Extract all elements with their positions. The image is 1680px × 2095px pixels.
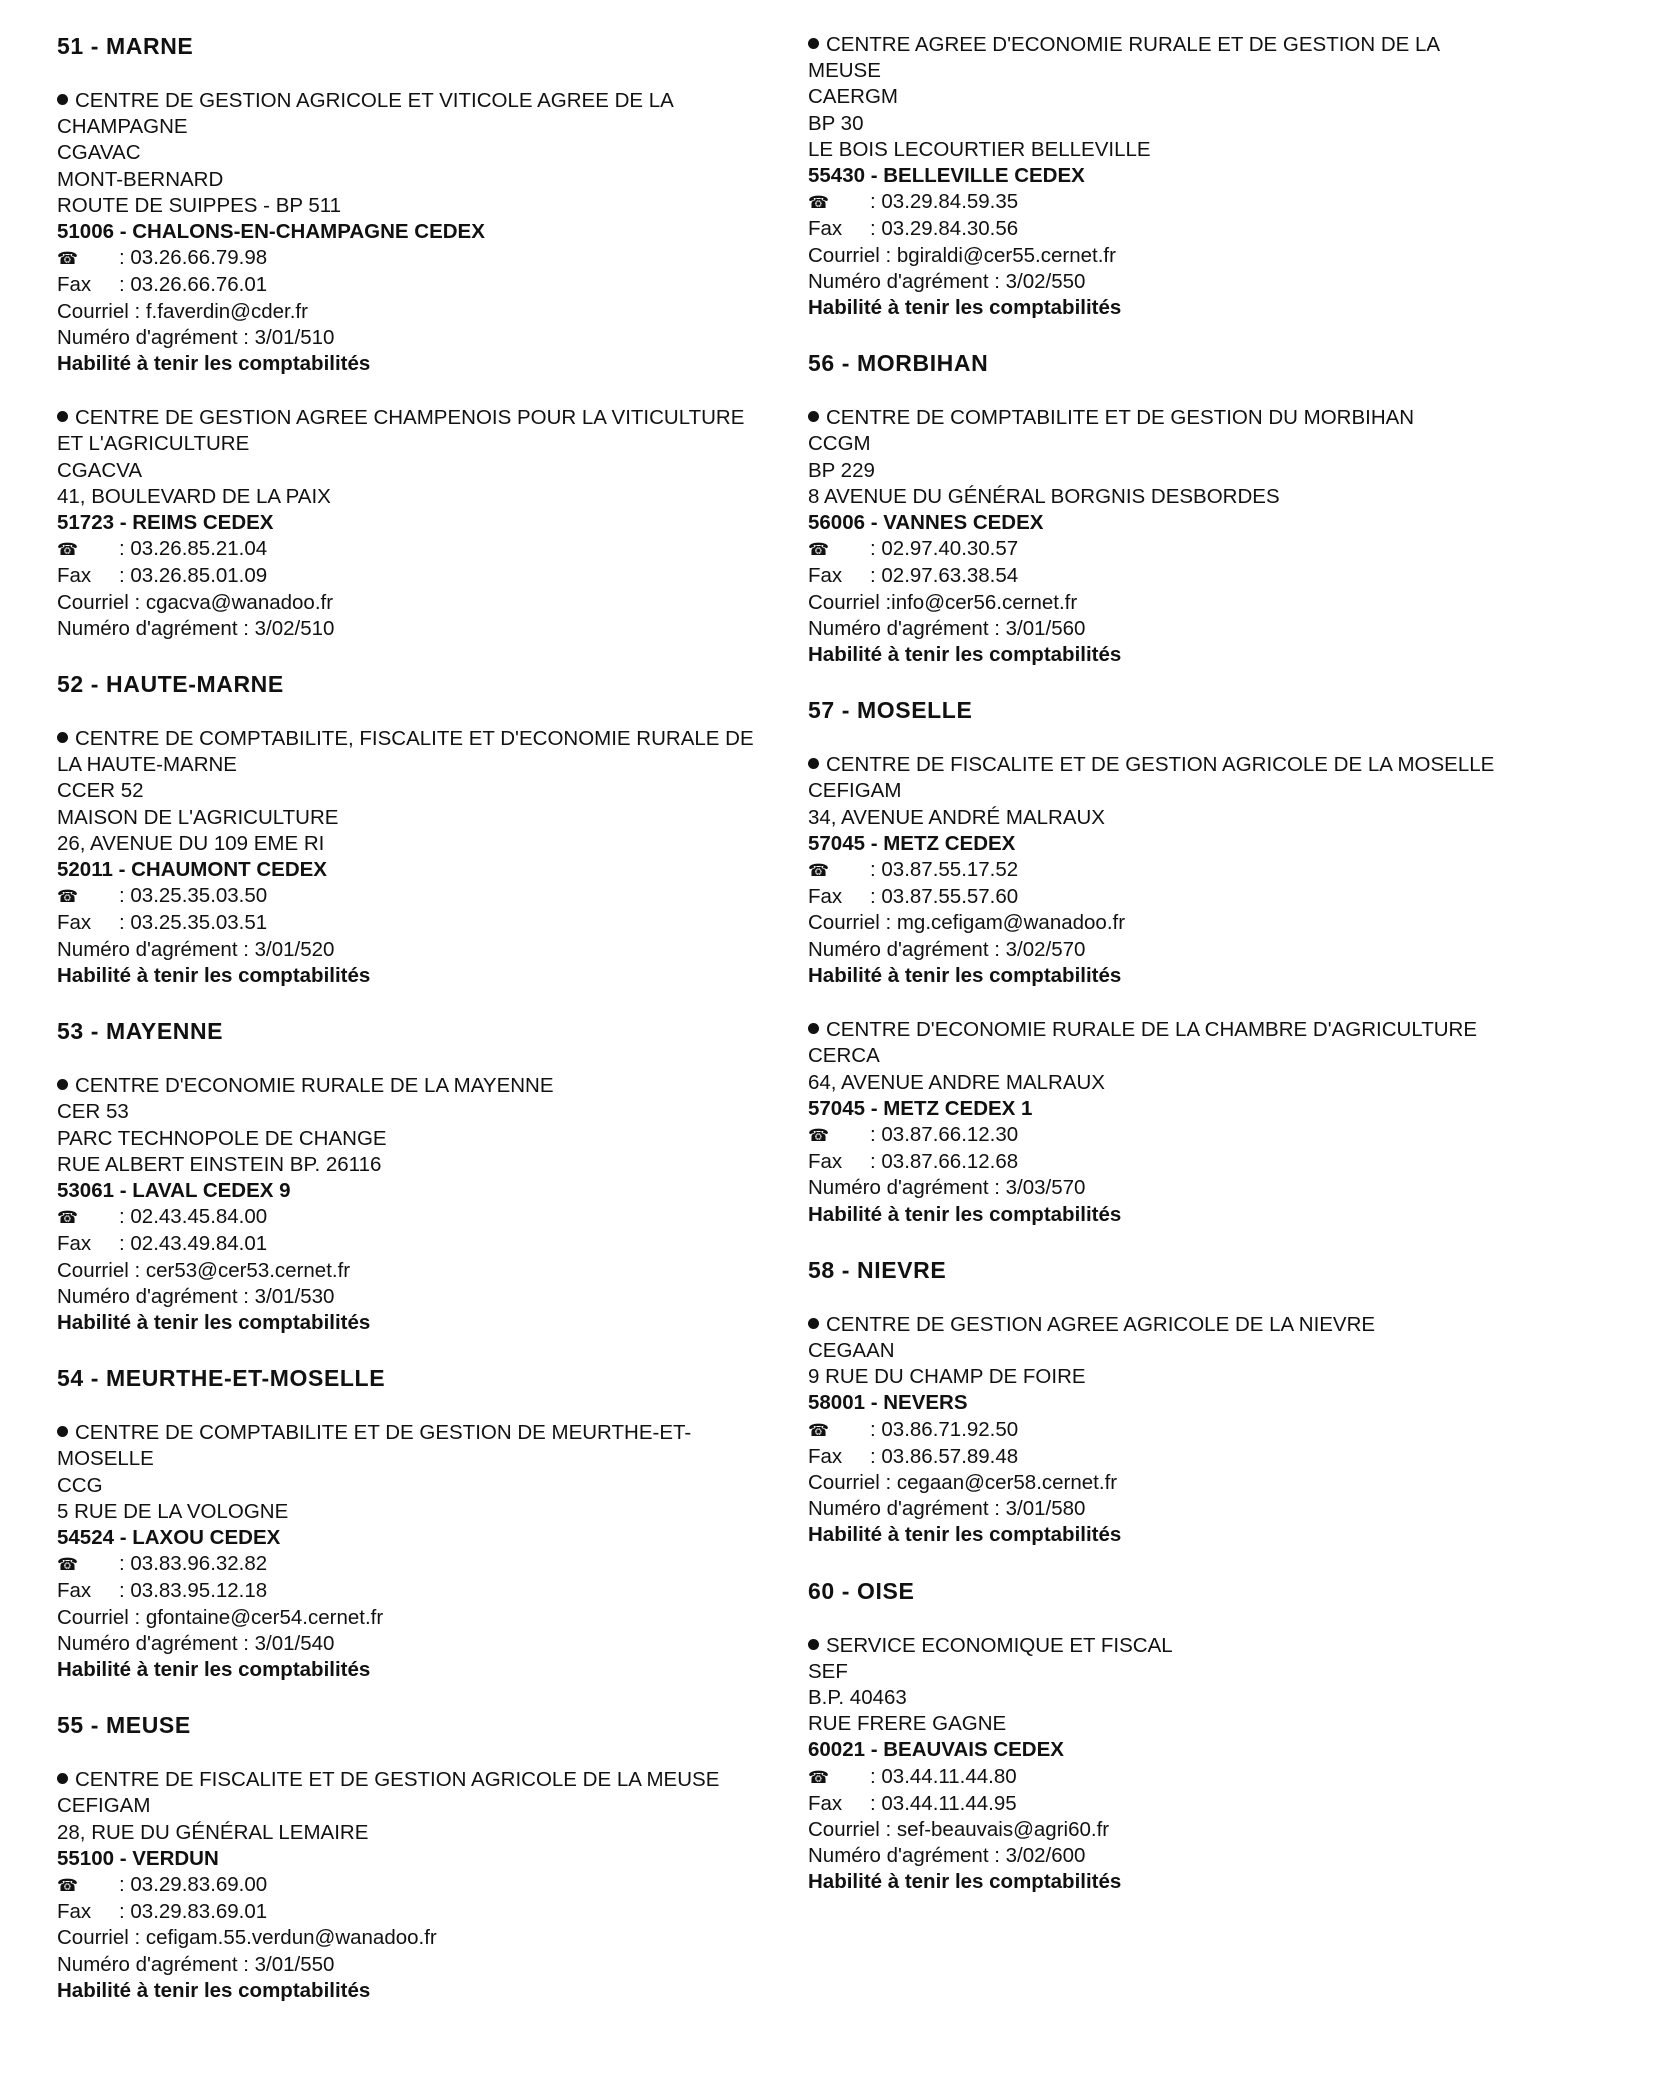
fax-number: : 03.83.95.12.18 [119, 1579, 268, 1603]
department-title: 54 - MEURTHE-ET-MOSELLE [57, 1365, 386, 1392]
department-section [57, 1711, 777, 2004]
centre-entry [57, 405, 777, 642]
phone-number: : 03.87.55.17.52 [870, 858, 1019, 882]
agrement-number: Numéro d'agrément : 3/02/510 [57, 616, 335, 640]
department-title: 60 - OISE [808, 1577, 915, 1604]
department-title: 55 - MEUSE [57, 1712, 191, 1739]
fax-number: : 03.87.66.12.68 [870, 1150, 1019, 1174]
centre-entry [808, 1312, 1528, 1549]
department-title: 58 - NIEVRE [808, 1256, 947, 1283]
phone-line [808, 536, 1528, 563]
bullet-icon [57, 411, 68, 422]
address-line: 9 RUE DU CHAMP DE FOIRE [808, 1365, 1086, 1389]
phone-number: : 03.25.35.03.50 [119, 884, 268, 908]
email-line: Courriel : bgiraldi@cer55.cernet.fr [808, 243, 1116, 267]
address-line: CCER 52 [57, 779, 144, 803]
fax-line [808, 884, 1528, 910]
phone-number: : 03.29.83.69.00 [119, 1872, 268, 1896]
postal-city: 55430 - BELLEVILLE CEDEX [808, 164, 1085, 188]
address-line: 26, AVENUE DU 109 EME RI [57, 831, 325, 855]
fax-number: : 03.44.11.44.95 [870, 1791, 1017, 1815]
centre-entry [808, 1633, 1528, 1896]
fax-number: : 02.43.49.84.01 [119, 1232, 268, 1256]
department-section [57, 1364, 777, 1683]
address-line: CER 53 [57, 1100, 129, 1124]
fax-line [57, 910, 777, 936]
centre-name [57, 88, 757, 140]
centre-name [57, 1073, 757, 1099]
fax-line [808, 1149, 1528, 1175]
agrement-number: Numéro d'agrément : 3/01/540 [57, 1631, 335, 1655]
email-line: Courriel : cgacva@wanadoo.fr [57, 590, 334, 614]
habilitation-note: Habilité à tenir les comptabilités [57, 352, 371, 376]
bullet-icon [57, 1079, 68, 1090]
address-line: CAERGM [808, 85, 898, 109]
postal-city: 51006 - CHALONS-EN-CHAMPAGNE CEDEX [57, 220, 485, 244]
fax-line [808, 1791, 1528, 1817]
centre-entry [57, 1767, 777, 2004]
department-title: 53 - MAYENNE [57, 1018, 224, 1045]
agrement-number: Numéro d'agrément : 3/02/600 [808, 1844, 1086, 1868]
centre-entry [57, 1420, 777, 1683]
department-section [808, 1577, 1528, 1896]
email-line: Courriel : f.faverdin@cder.fr [57, 299, 308, 323]
fax-line [57, 1578, 777, 1604]
address-line: RUE FRERE GAGNE [808, 1712, 1007, 1736]
postal-city: 56006 - VANNES CEDEX [808, 511, 1044, 535]
habilitation-note: Habilité à tenir les comptabilités [808, 296, 1122, 320]
fax-number: : 03.25.35.03.51 [119, 911, 268, 935]
phone-number: : 03.44.11.44.80 [870, 1764, 1017, 1788]
address-line: CGAVAC [57, 141, 141, 165]
phone-number: : 02.97.40.30.57 [870, 537, 1019, 561]
agrement-number: Numéro d'agrément : 3/03/570 [808, 1176, 1086, 1200]
bullet-icon [808, 1639, 819, 1650]
phone-line [808, 857, 1528, 884]
telephone-icon: ☎ [808, 1767, 830, 1787]
department-section [57, 32, 777, 642]
centre-name-text: CENTRE D'ECONOMIE RURALE DE LA CHAMBRE D'AGRICULTURE [826, 1018, 1478, 1042]
habilitation-note: Habilité à tenir les comptabilités [808, 1870, 1122, 1894]
centre-entry [57, 88, 777, 377]
department-title: 51 - MARNE [57, 33, 194, 59]
fax-number: : 03.87.55.57.60 [870, 885, 1019, 909]
centre-name [808, 1017, 1508, 1043]
fax-line [808, 563, 1528, 589]
agrement-number: Numéro d'agrément : 3/01/580 [808, 1497, 1086, 1521]
fax-line [57, 272, 777, 298]
centre-name-text: CENTRE DE FISCALITE ET DE GESTION AGRICOLE DE LA MEUSE [75, 1768, 720, 1792]
department-section [808, 696, 1528, 1227]
phone-line [57, 1551, 777, 1578]
telephone-icon: ☎ [57, 1875, 79, 1895]
centre-entry [57, 726, 777, 989]
phone-number: : 03.87.66.12.30 [870, 1122, 1019, 1146]
fax-label: Fax [808, 1150, 843, 1174]
centre-name [808, 1312, 1508, 1338]
centre-entry [808, 32, 1528, 321]
agrement-number: Numéro d'agrément : 3/01/530 [57, 1284, 335, 1308]
centre-name-text: CENTRE DE GESTION AGREE AGRICOLE DE LA NIEVRE [826, 1312, 1376, 1336]
bullet-icon [808, 1318, 819, 1329]
habilitation-note: Habilité à tenir les comptabilités [57, 1978, 371, 2002]
postal-city: 58001 - NEVERS [808, 1391, 968, 1415]
habilitation-note: Habilité à tenir les comptabilités [57, 1310, 371, 1334]
bullet-icon [57, 1426, 68, 1437]
left-column [57, 32, 777, 2032]
agrement-number: Numéro d'agrément : 3/01/560 [808, 616, 1086, 640]
bullet-icon [808, 411, 819, 422]
email-line: Courriel : cefigam.55.verdun@wanadoo.fr [57, 1926, 437, 1950]
address-line: CCGM [808, 432, 871, 456]
fax-line [808, 1444, 1528, 1470]
agrement-number: Numéro d'agrément : 3/02/570 [808, 937, 1086, 961]
address-line: CEGAAN [808, 1338, 895, 1362]
bullet-icon [57, 732, 68, 743]
centre-entry [808, 752, 1528, 989]
habilitation-note: Habilité à tenir les comptabilités [57, 1657, 371, 1681]
fax-number: : 03.86.57.89.48 [870, 1444, 1019, 1468]
centre-entry [808, 405, 1528, 668]
postal-city: 57045 - METZ CEDEX [808, 831, 1016, 855]
department-title: 56 - MORBIHAN [808, 350, 989, 377]
department-section [808, 1256, 1528, 1549]
fax-label: Fax [57, 1232, 92, 1256]
department-section [808, 32, 1528, 321]
centre-name [57, 405, 757, 457]
fax-label: Fax [808, 1444, 843, 1468]
fax-label: Fax [57, 1579, 92, 1603]
postal-city: 54524 - LAXOU CEDEX [57, 1525, 281, 1549]
centre-name-text: CENTRE AGREE D'ECONOMIE RURALE ET DE GESTION DE LA MEUSE [808, 33, 1439, 83]
centre-name-text: SERVICE ECONOMIQUE ET FISCAL [826, 1633, 1173, 1657]
centre-name [57, 726, 757, 778]
telephone-icon: ☎ [57, 540, 79, 560]
email-line: Courriel :info@cer56.cernet.fr [808, 590, 1078, 614]
fax-number: : 03.26.85.01.09 [119, 564, 268, 588]
right-column [808, 32, 1528, 1924]
centre-name-text: CENTRE DE GESTION AGRICOLE ET VITICOLE AGREE DE LA CHAMPAGNE [57, 89, 673, 139]
bullet-icon [808, 38, 819, 49]
address-line: 8 AVENUE DU GÉNÉRAL BORGNIS DESBORDES [808, 484, 1280, 508]
phone-number: : 03.83.96.32.82 [119, 1552, 268, 1576]
address-line: CCG [57, 1473, 103, 1497]
address-line: BP 30 [808, 111, 864, 135]
address-line: BP 229 [808, 458, 875, 482]
fax-number: : 02.97.63.38.54 [870, 564, 1019, 588]
fax-number: : 03.26.66.76.01 [119, 273, 268, 297]
address-line: 41, BOULEVARD DE LA PAIX [57, 484, 331, 508]
address-line: MAISON DE L'AGRICULTURE [57, 805, 339, 829]
telephone-icon: ☎ [808, 193, 830, 213]
agrement-number: Numéro d'agrément : 3/01/550 [57, 1952, 335, 1976]
fax-line [57, 563, 777, 589]
address-line: 34, AVENUE ANDRÉ MALRAUX [808, 805, 1105, 829]
address-line: 28, RUE DU GÉNÉRAL LEMAIRE [57, 1820, 369, 1844]
phone-line [57, 1872, 777, 1899]
fax-line [57, 1231, 777, 1257]
postal-city: 57045 - METZ CEDEX 1 [808, 1096, 1033, 1120]
fax-line [808, 216, 1528, 242]
address-line: RUE ALBERT EINSTEIN BP. 26116 [57, 1152, 382, 1176]
agrement-number: Numéro d'agrément : 3/01/520 [57, 937, 335, 961]
address-line: 64, AVENUE ANDRE MALRAUX [808, 1070, 1105, 1094]
address-line: CEFIGAM [808, 779, 902, 803]
address-line: LE BOIS LECOURTIER BELLEVILLE [808, 137, 1151, 161]
telephone-icon: ☎ [57, 1208, 79, 1228]
fax-number: : 03.29.83.69.01 [119, 1900, 268, 1924]
address-line: CERCA [808, 1044, 880, 1068]
phone-line [808, 1122, 1528, 1149]
fax-number: : 03.29.84.30.56 [870, 217, 1019, 241]
centre-name [808, 405, 1508, 431]
centre-name-text: CENTRE DE FISCALITE ET DE GESTION AGRICOLE DE LA MOSELLE [826, 753, 1495, 777]
centre-name [808, 752, 1508, 778]
address-line: PARC TECHNOPOLE DE CHANGE [57, 1126, 387, 1150]
email-line: Courriel : gfontaine@cer54.cernet.fr [57, 1605, 384, 1629]
telephone-icon: ☎ [57, 887, 79, 907]
centre-name-text: CENTRE D'ECONOMIE RURALE DE LA MAYENNE [75, 1074, 554, 1098]
bullet-icon [808, 1023, 819, 1034]
habilitation-note: Habilité à tenir les comptabilités [808, 643, 1122, 667]
phone-line [57, 883, 777, 910]
telephone-icon: ☎ [808, 1420, 830, 1440]
habilitation-note: Habilité à tenir les comptabilités [808, 963, 1122, 987]
department-title: 57 - MOSELLE [808, 697, 973, 724]
centre-name-text: CENTRE DE COMPTABILITE, FISCALITE ET D'ECONOMIE RURALE DE LA HAUTE-MARNE [57, 727, 754, 777]
centre-name [808, 32, 1508, 84]
fax-label: Fax [57, 911, 92, 935]
address-line: 5 RUE DE LA VOLOGNE [57, 1499, 289, 1523]
postal-city: 51723 - REIMS CEDEX [57, 511, 274, 535]
phone-number: : 03.26.85.21.04 [119, 537, 268, 561]
address-line: CGACVA [57, 458, 143, 482]
address-line: CEFIGAM [57, 1794, 151, 1818]
bullet-icon [808, 758, 819, 769]
fax-label: Fax [57, 1900, 92, 1924]
address-line: ROUTE DE SUIPPES - BP 511 [57, 193, 342, 217]
fax-label: Fax [808, 217, 843, 241]
centre-name-text: CENTRE DE GESTION AGREE CHAMPENOIS POUR LA VITICULTURE ET L'AGRICULTURE [57, 406, 745, 456]
phone-number: : 03.26.66.79.98 [119, 246, 268, 270]
agrement-number: Numéro d'agrément : 3/02/550 [808, 269, 1086, 293]
centre-name [57, 1420, 757, 1472]
centre-name [57, 1767, 757, 1793]
fax-label: Fax [808, 885, 843, 909]
telephone-icon: ☎ [57, 1555, 79, 1575]
fax-label: Fax [808, 1791, 843, 1815]
habilitation-note: Habilité à tenir les comptabilités [57, 963, 371, 987]
telephone-icon: ☎ [57, 249, 79, 269]
department-title: 52 - HAUTE-MARNE [57, 671, 284, 698]
email-line: Courriel : cegaan@cer58.cernet.fr [808, 1470, 1118, 1494]
centre-name-text: CENTRE DE COMPTABILITE ET DE GESTION DE MEURTHE-ET-MOSELLE [57, 1421, 692, 1471]
centre-entry [808, 1017, 1528, 1228]
centre-entry [57, 1073, 777, 1336]
postal-city: 55100 - VERDUN [57, 1846, 219, 1870]
telephone-icon: ☎ [808, 861, 830, 881]
email-line: Courriel : cer53@cer53.cernet.fr [57, 1258, 351, 1282]
department-section [57, 1017, 777, 1336]
telephone-icon: ☎ [808, 1125, 830, 1145]
agrement-number: Numéro d'agrément : 3/01/510 [57, 325, 335, 349]
department-section [57, 670, 777, 989]
fax-label: Fax [808, 564, 843, 588]
centre-name [808, 1633, 1508, 1659]
phone-line [57, 1204, 777, 1231]
telephone-icon: ☎ [808, 540, 830, 560]
bullet-icon [57, 94, 68, 105]
phone-line [808, 1417, 1528, 1444]
fax-label: Fax [57, 273, 92, 297]
fax-line [57, 1899, 777, 1925]
fax-label: Fax [57, 564, 92, 588]
email-line: Courriel : sef-beauvais@agri60.fr [808, 1817, 1110, 1841]
phone-number: : 03.29.84.59.35 [870, 190, 1019, 214]
address-line: MONT-BERNARD [57, 167, 224, 191]
postal-city: 52011 - CHAUMONT CEDEX [57, 858, 327, 882]
department-section [808, 349, 1528, 668]
postal-city: 60021 - BEAUVAIS CEDEX [808, 1738, 1064, 1762]
bullet-icon [57, 1773, 68, 1784]
address-line: SEF [808, 1659, 848, 1683]
phone-line [57, 536, 777, 563]
address-line: B.P. 40463 [808, 1685, 907, 1709]
habilitation-note: Habilité à tenir les comptabilités [808, 1202, 1122, 1226]
phone-number: : 03.86.71.92.50 [870, 1417, 1019, 1441]
phone-number: : 02.43.45.84.00 [119, 1205, 268, 1229]
email-line: Courriel : mg.cefigam@wanadoo.fr [808, 911, 1126, 935]
postal-city: 53061 - LAVAL CEDEX 9 [57, 1178, 291, 1202]
phone-line [808, 189, 1528, 216]
phone-line [808, 1764, 1528, 1791]
centre-name-text: CENTRE DE COMPTABILITE ET DE GESTION DU MORBIHAN [826, 406, 1415, 430]
phone-line [57, 245, 777, 272]
habilitation-note: Habilité à tenir les comptabilités [808, 1523, 1122, 1547]
